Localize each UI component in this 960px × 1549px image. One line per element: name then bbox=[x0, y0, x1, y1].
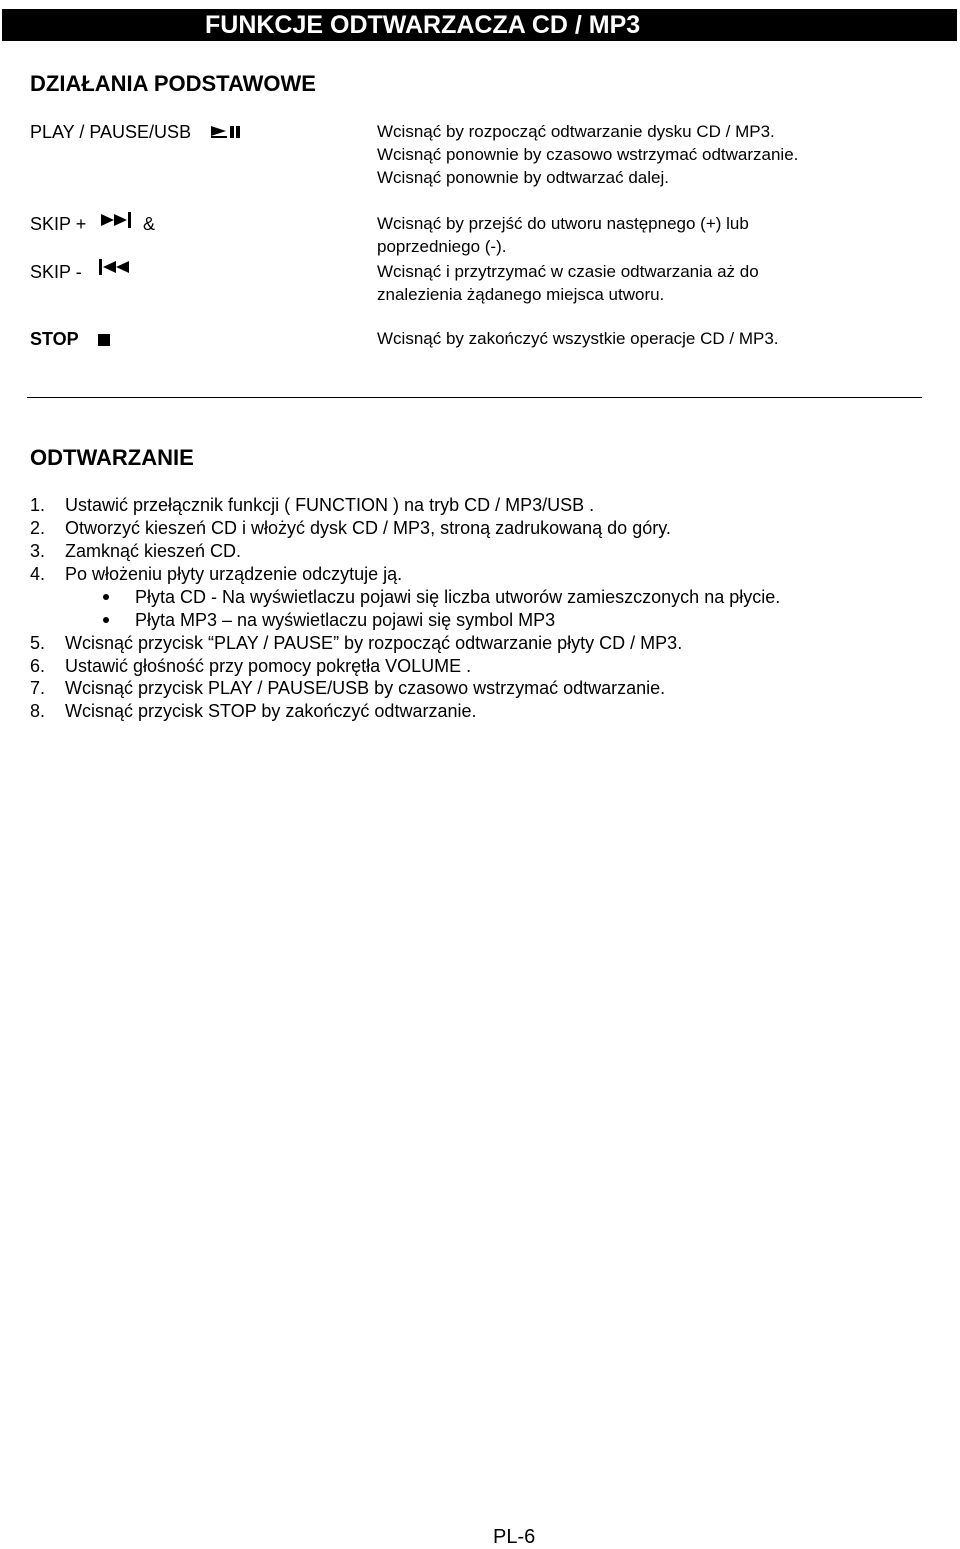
bullet-text: Płyta CD - Na wyświetlaczu pojawi się liczba utworów zamieszczonych na płycie. bbox=[135, 587, 781, 607]
section-heading-basic: DZIAŁANIA PODSTAWOWE bbox=[30, 71, 316, 96]
stop-label: STOP bbox=[30, 329, 79, 349]
step-number: 5. bbox=[30, 633, 46, 653]
step-text: Wcisnąć przycisk PLAY / PAUSE/USB by czasowo wstrzymać odtwarzanie. bbox=[65, 678, 666, 698]
skip-ampersand: & bbox=[143, 214, 156, 234]
bullet-dot-icon bbox=[103, 594, 109, 600]
step-number: 1. bbox=[30, 495, 46, 515]
skip-plus-label: SKIP + bbox=[30, 214, 87, 234]
step-text: Wcisnąć przycisk “PLAY / PAUSE” by rozpocząć odtwarzanie płyty CD / MP3. bbox=[65, 633, 683, 653]
bullet-dot-icon bbox=[103, 617, 109, 623]
section-heading-playback: ODTWARZANIE bbox=[30, 445, 194, 470]
skip-desc-3: Wcisnąć i przytrzymać w czasie odtwarzania aż do bbox=[377, 262, 759, 281]
step-number: 2. bbox=[30, 518, 46, 538]
play-pause-label: PLAY / PAUSE/USB bbox=[30, 122, 192, 142]
play-desc-2: Wcisnąć ponownie by czasowo wstrzymać odtwarzanie. bbox=[377, 145, 799, 164]
step-number: 7. bbox=[30, 678, 46, 698]
bullet-text: Płyta MP3 – na wyświetlaczu pojawi się symbol MP3 bbox=[135, 610, 556, 630]
skip-desc-1: Wcisnąć by przejść do utworu następnego (+) lub bbox=[377, 214, 749, 233]
skip-previous-icon bbox=[97, 259, 131, 280]
section-divider bbox=[27, 397, 922, 398]
skip-minus-label: SKIP - bbox=[30, 262, 82, 282]
step-number: 8. bbox=[30, 701, 46, 721]
play-desc-1: Wcisnąć by rozpocząć odtwarzanie dysku CD / MP3. bbox=[377, 122, 775, 141]
play-desc-3: Wcisnąć ponownie by odtwarzać dalej. bbox=[377, 168, 669, 187]
play-pause-icon bbox=[211, 124, 243, 143]
step-text: Po włożeniu płyty urządzenie odczytuje ją. bbox=[65, 564, 403, 584]
step-text: Wcisnąć przycisk STOP by zakończyć odtwarzanie. bbox=[65, 701, 477, 721]
step-number: 4. bbox=[30, 564, 46, 584]
step-text: Ustawić głośność przy pomocy pokrętła VOLUME . bbox=[65, 656, 472, 676]
skip-desc-4: znalezienia żądanego miejsca utworu. bbox=[377, 285, 665, 304]
step-text: Otworzyć kieszeń CD i włożyć dysk CD / MP3, stroną zadrukowaną do góry. bbox=[65, 518, 671, 538]
stop-icon bbox=[98, 333, 110, 351]
step-text: Ustawić przełącznik funkcji ( FUNCTION ) na tryb CD / MP3/USB . bbox=[65, 495, 595, 515]
skip-desc-2: poprzedniego (-). bbox=[377, 237, 507, 256]
page-title: FUNKCJE ODTWARZACZA CD / MP3 bbox=[205, 11, 641, 39]
step-number: 3. bbox=[30, 541, 46, 561]
step-text: Zamknąć kieszeń CD. bbox=[65, 541, 242, 561]
skip-next-icon bbox=[101, 212, 135, 233]
step-number: 6. bbox=[30, 656, 46, 676]
page-number: PL-6 bbox=[493, 1526, 536, 1548]
stop-desc: Wcisnąć by zakończyć wszystkie operacje CD / MP3. bbox=[377, 329, 779, 348]
title-bar bbox=[2, 9, 957, 41]
